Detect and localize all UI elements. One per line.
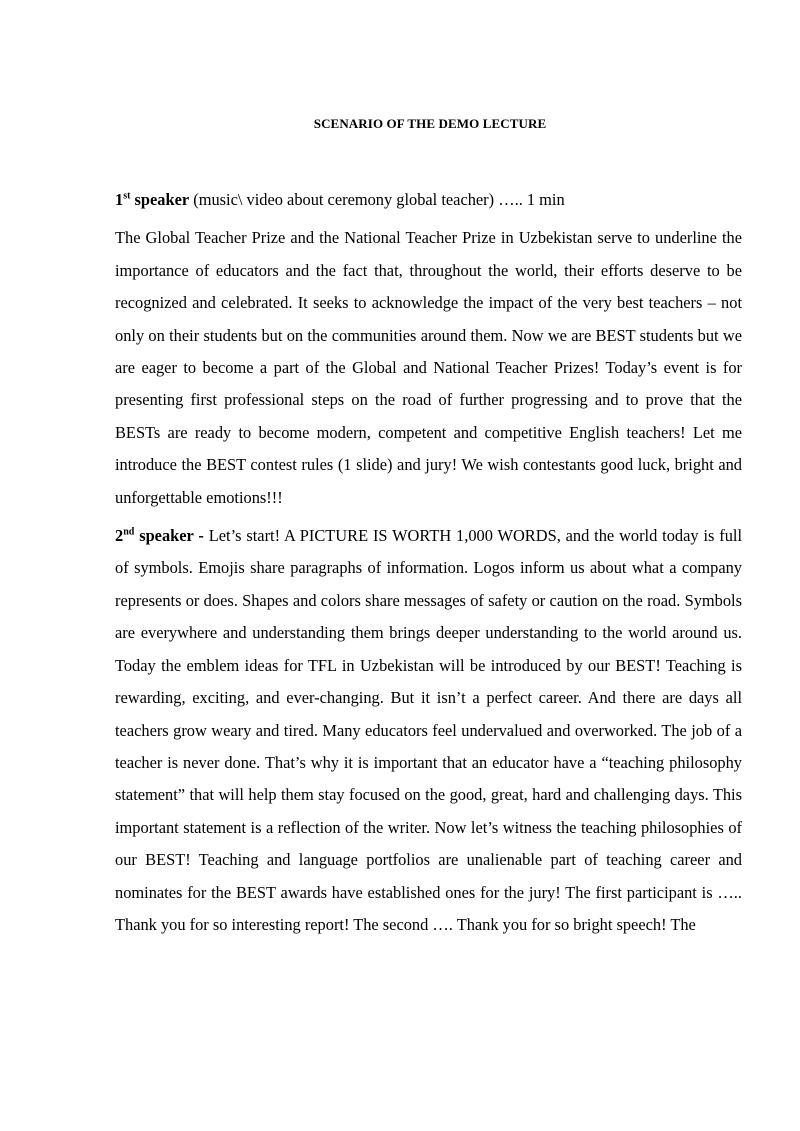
speaker-2-word: speaker - xyxy=(134,526,204,546)
speaker-1-paragraph: The Global Teacher Prize and the National Teacher Prize in Uzbekistan serve to underline the importance of educators and the fact that, throughout the world, their efforts deserve to be recognized and celebrated. It seeks to acknowledge the impact of the very best teachers – not only on their students but on the communities around them. Now we are BEST students but we are eager to become a part of the Global and National Teacher Prizes! Today’s event is for presenting first professional steps on the road of further progressing and to prove that the BESTs are ready to become modern, competent and competitive English teachers! Let me introduce the BEST contest rules (1 slide) and jury! We wish contestants good luck, bright and unforgettable emotions!!! xyxy=(115,228,742,507)
speaker-1-number: 1 xyxy=(115,190,124,209)
speaker-2-text: Let’s start! A PICTURE IS WORTH 1,000 WORDS, and the world today is full of symbols. Emojis share paragraphs of information. Logos inform us about what a company represents or does. Shapes and colors share messages of safety or caution on the road. Symbols are everywhere and understanding them brings deeper understanding to the world around us. Today the emblem ideas for TFL in Uzbekistan will be introduced by our BEST! Teaching is rewarding, exciting, and ever-changing. But it isn’t a perfect career. And there are days all teachers grow weary and tired. Many educators feel undervalued and overworked. The job of a teacher is never done. That’s why it is important that an educator have a “teaching philosophy statement” that will help them stay focused on the good, great, hard and challenging days. This important statement is a reflection of the writer. Now let’s witness the teaching philosophies of our BEST! Teaching and language portfolios are unalienable part of teaching career and nominates for the BEST awards have established ones for the jury! The first participant is ….. Thank you for so interesting report! The second …. Thank you for so bright speech! The xyxy=(115,526,742,934)
speaker-2-ordinal: nd xyxy=(123,526,135,538)
speaker-1-label xyxy=(115,190,189,209)
speaker-1-ordinal: st xyxy=(123,190,131,202)
speaker-1-word: speaker xyxy=(130,190,190,209)
speaker-2-label xyxy=(115,526,204,545)
speaker-2-paragraph xyxy=(115,520,742,941)
speaker-1-heading xyxy=(115,184,742,216)
document-title: SCENARIO OF THE DEMO LECTURE xyxy=(313,116,547,131)
speaker-1-note: (music\ video about ceremony global teacher) ….. 1 min xyxy=(189,190,565,209)
speaker-2-number: 2 xyxy=(115,526,124,546)
document-body xyxy=(115,184,742,947)
